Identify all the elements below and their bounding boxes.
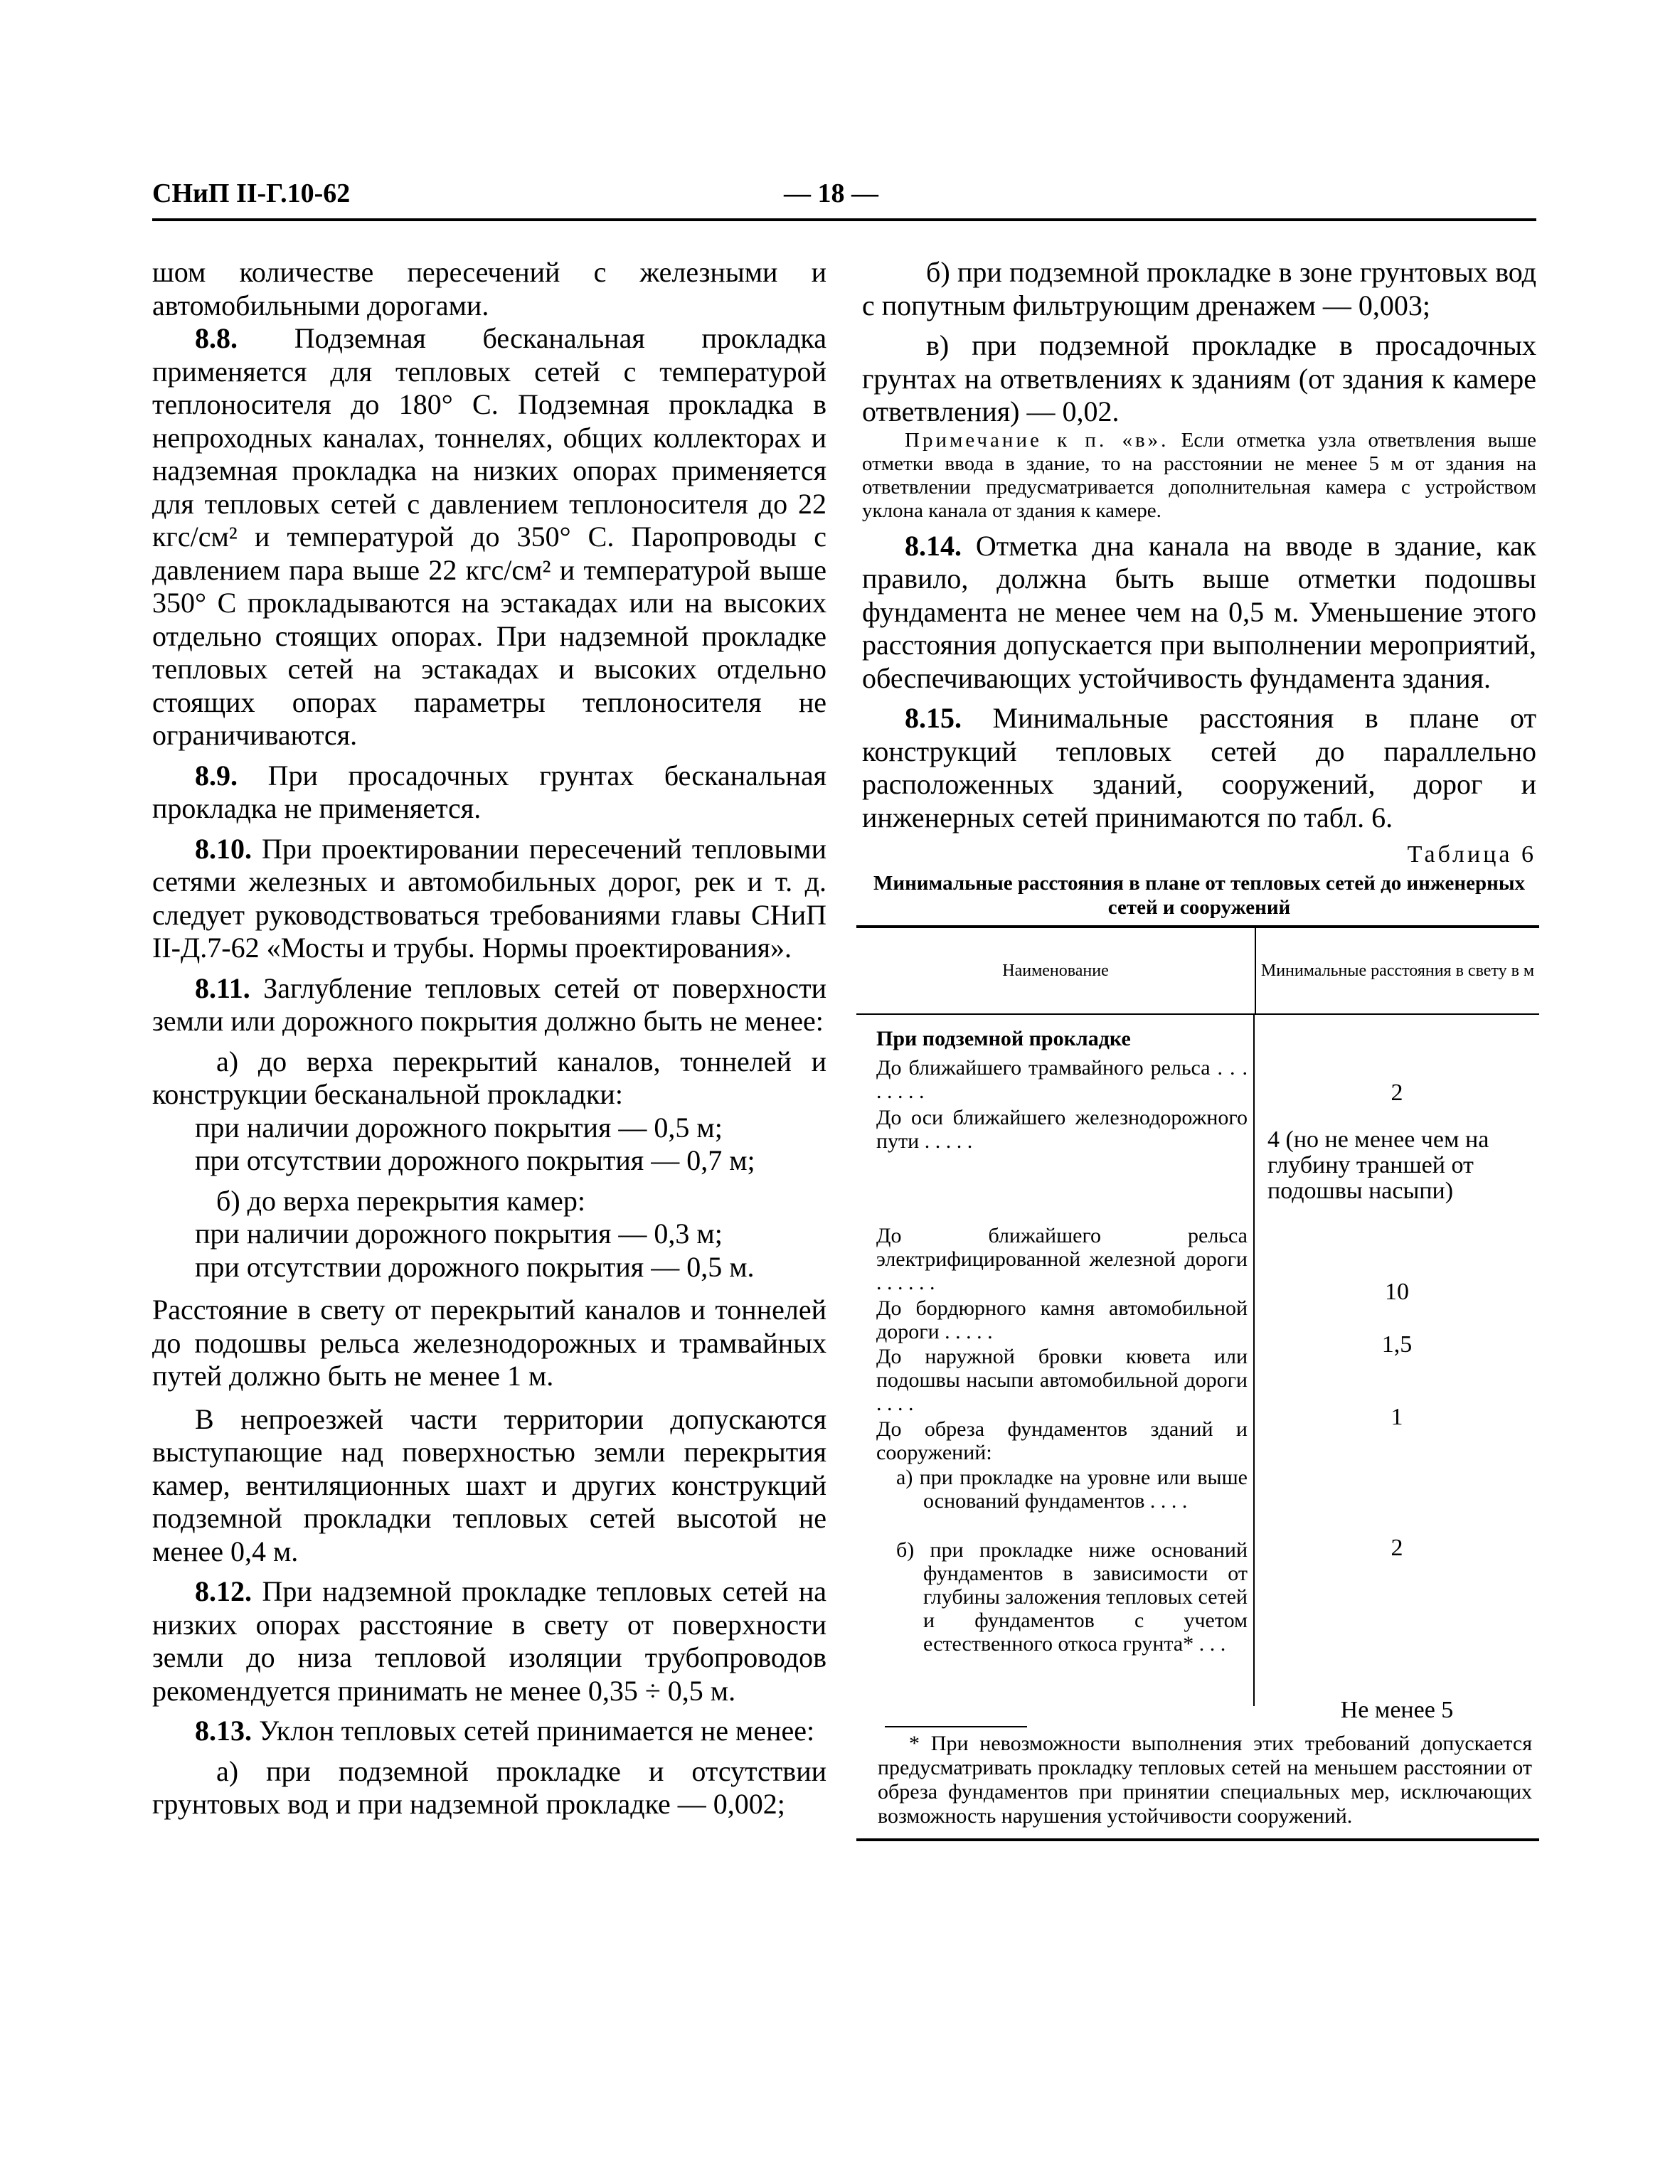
section-8-10 xyxy=(152,833,826,965)
table-header xyxy=(856,928,1539,1015)
table-section-title: При подземной прокладке xyxy=(876,1027,1131,1050)
table-row-name: До обреза фундаментов зданий и сооружений: xyxy=(876,1417,1248,1464)
section-text: Подземная бесканальная прокладка применяется для тепловых сетей с температурой теплоносителя до 180° С. Подземная прокладка в непроходных каналах, тоннелях, общих коллекторах и надземная прокладка на низких опорах применяется для тепловых сетей с давлением теплоносителя до 22 кгс/см² и температурой до 350° С. Паропроводы с давлением пара выше 22 кгс/см² и температурой выше 350° С прокладываются на эстакадах или на высоких отдельно стоящих опорах. При надземной прокладке тепловых сетей на эстакадах и высоких отдельно стоящих опорах параметры теплоносителя не ограничиваются. xyxy=(152,322,827,751)
section-8-8 xyxy=(152,322,826,752)
left-column xyxy=(152,256,826,1821)
continuation-line-2: автомобильными дорогами. xyxy=(152,289,489,321)
item-b-chambers: б) до верха перекрытия камер: xyxy=(216,1184,585,1217)
item-b-slope: б) при подземной прокладке в зоне грунтовых вод с попутным фильтрующим дренажем — 0,003; xyxy=(862,256,1536,321)
table-row-value: 2 xyxy=(1391,1535,1403,1561)
section-text: Уклон тепловых сетей принимается не менее: xyxy=(259,1715,815,1747)
section-8-12 xyxy=(152,1575,826,1708)
section-number: 8.15. xyxy=(905,702,962,734)
section-number: 8.10. xyxy=(195,832,252,865)
section-8-9 xyxy=(152,760,826,826)
table-row-name: До ближайшего рельса электрифицированной железной дороги . . . . . . xyxy=(876,1224,1248,1294)
table-row-value: 4 (но не менее чем на глубину траншей от подошвы насыпи) xyxy=(1267,1126,1489,1204)
item-a-channels: а) до верха перекрытий каналов, тоннелей и конструкции бесканальной прокладки: xyxy=(152,1045,826,1110)
table-row-value: Не менее 5 xyxy=(1340,1697,1454,1723)
column-header-value: Минимальные расстояния в свету в м xyxy=(1260,962,1535,980)
section-text: Минимальные расстояния в плане от конструкций тепловых сетей до параллельно расположенных зданий, сооружений, дорог и инженерных сетей принимаются по табл. 6. xyxy=(862,702,1536,833)
paragraph-clear-distance: Расстояние в свету от перекрытий каналов и тоннелей до подошвы рельса железнодорожных и трамвайных путей должно быть не менее 1 м. xyxy=(152,1294,826,1392)
note xyxy=(862,429,1536,523)
section-8-15 xyxy=(862,702,1536,834)
value-column xyxy=(1255,1015,1539,1723)
section-number: 8.12. xyxy=(195,1575,252,1607)
table-title: Минимальные расстояния в плане от тепловых сетей до инженерных сетей и сооружений xyxy=(873,872,1525,919)
table-row-name: а) при прокладке на уровне или выше оснований фундаментов . . . . xyxy=(896,1466,1248,1513)
table-footnote-area xyxy=(856,1706,1539,1838)
section-number: 8.11. xyxy=(195,971,250,1004)
item-a-without-cover: при отсутствии дорожного покрытия — 0,7 м; xyxy=(195,1144,755,1176)
item-a-with-cover: при наличии дорожного покрытия — 0,5 м; xyxy=(195,1111,723,1144)
page-header xyxy=(152,178,1536,220)
section-number: 8.13. xyxy=(195,1715,252,1747)
section-number: 8.14. xyxy=(905,529,962,562)
section-8-14 xyxy=(862,530,1536,696)
section-text: При надземной прокладке тепловых сетей на низких опорах расстояние в свету от поверхности земли до низа тепловой изоляции трубопроводов рекомендуется принимать не менее 0,35 ÷ 0,5 м. xyxy=(152,1575,827,1707)
page-number: — 18 — xyxy=(784,179,878,208)
document-code: СНиП II-Г.10-62 xyxy=(152,179,351,208)
item-c-slope: в) при подземной прокладке в просадочных грунтах на ответвлениях к зданиям (от здания к камере ответвления) — 0,02. xyxy=(862,329,1536,427)
section-8-11 xyxy=(152,972,826,1038)
section-number: 8.9. xyxy=(195,759,238,792)
column-header-name: Наименование xyxy=(856,928,1256,1013)
table-row-name: До бордюрного камня автомобильной дороги . . . . . xyxy=(876,1296,1248,1343)
distances-table xyxy=(856,925,1539,1841)
table-row-name: До ближайшего трамвайного рельса . . . . . . . . xyxy=(876,1056,1248,1103)
table-row-name: б) при прокладке ниже оснований фундаментов в зависимости от глубины заложения тепловых сетей и фундаментов с учетом естественного откоса грунта* . . . xyxy=(896,1538,1248,1656)
section-text: Отметка дна канала на вводе в здание, как правило, должна быть выше отметки подошвы фундамента не менее чем на 0,5 м. Уменьшение этого расстояния допускается при выполнении мероприятий, обеспечивающих устойчивость фундамента здания. xyxy=(862,529,1536,694)
table-row-value: 2 xyxy=(1391,1080,1403,1106)
section-number: 8.8. xyxy=(195,322,238,354)
section-text: При проектировании пересечений тепловыми сетями железных и автомобильных дорог, рек и т. д. следует руководствоваться требованиями главы СНиП II-Д.7-62 «Мосты и трубы. Нормы проектирования». xyxy=(152,832,826,964)
note-text: Если отметка узла ответвления выше отметки ввода в здание, то на расстоянии не менее 5 м от здания на ответвлении предусматривается дополнительная камера с устройством уклона канала от здания к камере. xyxy=(862,428,1536,522)
table-row-value: 10 xyxy=(1385,1279,1409,1305)
section-text: Заглубление тепловых сетей от поверхности земли или дорожного покрытия должно быть не менее: xyxy=(152,971,827,1037)
section-text: При просадочных грунтах бесканальная прокладка не применяется. xyxy=(152,759,826,824)
footnote-rule xyxy=(885,1726,1027,1727)
note-label: Примечание к п. «в». xyxy=(905,428,1169,452)
right-column xyxy=(862,256,1536,1841)
table-label: Таблица 6 xyxy=(1407,841,1536,868)
table-body xyxy=(856,1015,1539,1723)
continuation-line-1: шом количестве пересечений с железными и xyxy=(152,256,826,288)
item-a-slope: а) при подземной прокладке и отсутствии грунтовых вод и при надземной прокладке — 0,002; xyxy=(152,1754,826,1820)
table-row-name: До оси ближайшего железнодорожного пути . . . . . xyxy=(876,1106,1248,1153)
table-row-value: 1,5 xyxy=(1381,1331,1413,1358)
table-row-value: 1 xyxy=(1391,1404,1403,1430)
header-rule xyxy=(152,218,1536,221)
table-footnote: * При невозможности выполнения этих требований допускается предусматривать прокладку тепловых сетей на меньшем расстоянии от обреза фундаментов при принятии специальных мер, исключающих возможность нарушения устойчивости сооружений. xyxy=(878,1732,1532,1828)
section-8-13 xyxy=(152,1715,826,1748)
table-row-name: До наружной бровки кювета или подошвы насыпи автомобильной дороги . . . . xyxy=(876,1345,1248,1415)
name-column xyxy=(856,1015,1255,1706)
item-b-without-cover: при отсутствии дорожного покрытия — 0,5 м. xyxy=(195,1250,755,1283)
item-b-with-cover: при наличии дорожного покрытия — 0,3 м; xyxy=(195,1218,723,1250)
paragraph-non-driveable: В непроезжей части территории допускаются выступающие над поверхностью земли перекрытия камер, вентиляционных шахт и других конструкций подземной прокладки тепловых сетей высотой не менее 0,4 м. xyxy=(152,1402,826,1567)
